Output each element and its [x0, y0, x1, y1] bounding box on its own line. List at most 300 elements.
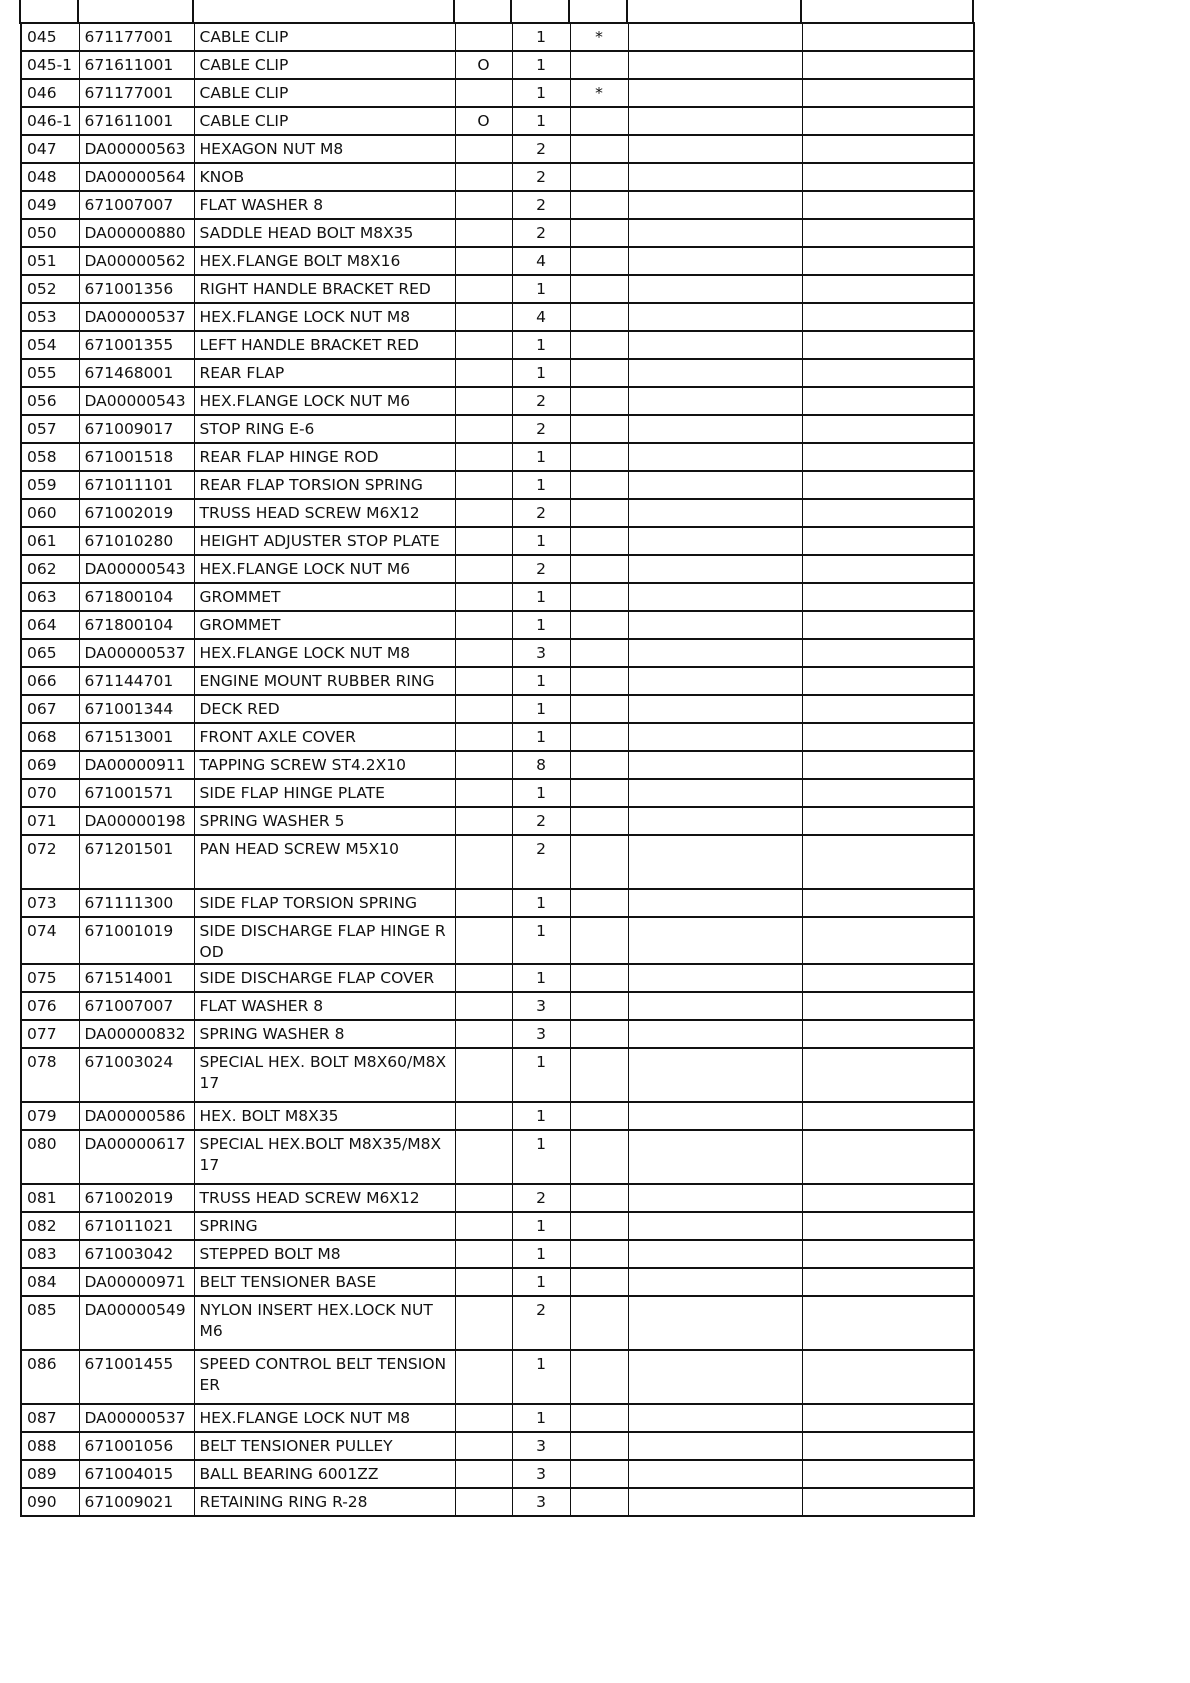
blank-cell	[628, 79, 802, 107]
description-cell: BALL BEARING 6001ZZ	[194, 1460, 455, 1488]
description-cell: ENGINE MOUNT RUBBER RING	[194, 667, 455, 695]
description-cell: HEIGHT ADJUSTER STOP PLATE	[194, 527, 455, 555]
note-mark-cell	[570, 163, 628, 191]
qty-cell: 3	[512, 1488, 570, 1516]
table-row	[21, 415, 974, 443]
table-row	[21, 1350, 974, 1404]
note-mark-cell	[570, 471, 628, 499]
part-no-cell: DA00000832	[79, 1020, 194, 1048]
blank-cell	[802, 471, 974, 499]
ref-no-cell: 047	[21, 135, 79, 163]
part-no-cell: DA00000617	[79, 1130, 194, 1184]
option-mark-cell	[455, 779, 512, 807]
qty-cell: 2	[512, 499, 570, 527]
ref-no-cell: 046	[21, 79, 79, 107]
description-cell: HEX.FLANGE LOCK NUT M8	[194, 1404, 455, 1432]
part-no-cell: 671009017	[79, 415, 194, 443]
table-row	[21, 723, 974, 751]
blank-cell	[628, 135, 802, 163]
qty-cell: 2	[512, 415, 570, 443]
part-no-cell: 671001344	[79, 695, 194, 723]
part-no-cell: DA00000549	[79, 1296, 194, 1350]
part-no-cell: DA00000543	[79, 387, 194, 415]
qty-cell: 1	[512, 583, 570, 611]
option-mark-cell	[455, 527, 512, 555]
ref-no-cell: 074	[21, 917, 79, 964]
ref-no-cell: 066	[21, 667, 79, 695]
option-mark-cell: O	[455, 51, 512, 79]
option-mark-cell	[455, 275, 512, 303]
ref-no-cell: 054	[21, 331, 79, 359]
part-no-cell: 671513001	[79, 723, 194, 751]
blank-cell	[802, 51, 974, 79]
blank-cell	[802, 1240, 974, 1268]
blank-cell	[628, 1296, 802, 1350]
qty-cell: 1	[512, 1404, 570, 1432]
part-no-cell: DA00000563	[79, 135, 194, 163]
qty-cell: 1	[512, 107, 570, 135]
blank-cell	[628, 303, 802, 331]
ref-no-cell: 081	[21, 1184, 79, 1212]
ref-no-cell: 048	[21, 163, 79, 191]
description-cell: TRUSS HEAD SCREW M6X12	[194, 1184, 455, 1212]
part-no-cell: 671201501	[79, 835, 194, 889]
part-no-cell: 671144701	[79, 667, 194, 695]
table-row	[21, 527, 974, 555]
note-mark-cell	[570, 992, 628, 1020]
option-mark-cell	[455, 611, 512, 639]
option-mark-cell	[455, 135, 512, 163]
option-mark-cell	[455, 303, 512, 331]
ref-no-cell: 090	[21, 1488, 79, 1516]
description-cell: SADDLE HEAD BOLT M8X35	[194, 219, 455, 247]
qty-cell: 1	[512, 723, 570, 751]
blank-cell	[802, 1432, 974, 1460]
part-no-cell: DA00000564	[79, 163, 194, 191]
blank-cell	[628, 387, 802, 415]
option-mark-cell	[455, 639, 512, 667]
description-cell: DECK RED	[194, 695, 455, 723]
qty-cell: 1	[512, 1212, 570, 1240]
description-cell: PAN HEAD SCREW M5X10	[194, 835, 455, 889]
table-row	[21, 583, 974, 611]
table-row	[21, 135, 974, 163]
qty-cell: 2	[512, 1296, 570, 1350]
qty-cell: 8	[512, 751, 570, 779]
qty-cell: 1	[512, 51, 570, 79]
qty-cell: 2	[512, 1184, 570, 1212]
description-cell: REAR FLAP	[194, 359, 455, 387]
description-cell: SIDE FLAP TORSION SPRING	[194, 889, 455, 917]
ref-no-cell: 084	[21, 1268, 79, 1296]
ref-no-cell: 076	[21, 992, 79, 1020]
qty-cell: 1	[512, 1102, 570, 1130]
qty-cell: 2	[512, 555, 570, 583]
blank-cell	[802, 1020, 974, 1048]
ref-no-cell: 072	[21, 835, 79, 889]
table-row	[21, 1488, 974, 1516]
part-no-cell: DA00000537	[79, 639, 194, 667]
note-mark-cell	[570, 415, 628, 443]
blank-cell	[628, 527, 802, 555]
table-row	[21, 79, 974, 107]
note-mark-cell	[570, 191, 628, 219]
table-row	[21, 639, 974, 667]
note-mark-cell	[570, 917, 628, 964]
table-row	[21, 695, 974, 723]
column-rule-stub	[19, 0, 21, 24]
description-cell: LEFT HANDLE BRACKET RED	[194, 331, 455, 359]
note-mark-cell: *	[570, 23, 628, 51]
blank-cell	[802, 1212, 974, 1240]
ref-no-cell: 052	[21, 275, 79, 303]
note-mark-cell	[570, 1184, 628, 1212]
part-no-cell: 671009021	[79, 1488, 194, 1516]
ref-no-cell: 045-1	[21, 51, 79, 79]
option-mark-cell	[455, 695, 512, 723]
table-row	[21, 992, 974, 1020]
note-mark-cell	[570, 611, 628, 639]
column-rule-stub	[77, 0, 79, 24]
blank-cell	[802, 964, 974, 992]
description-cell: KNOB	[194, 163, 455, 191]
ref-no-cell: 078	[21, 1048, 79, 1102]
note-mark-cell	[570, 1488, 628, 1516]
blank-cell	[802, 303, 974, 331]
qty-cell: 1	[512, 964, 570, 992]
note-mark-cell	[570, 499, 628, 527]
table-row	[21, 163, 974, 191]
qty-cell: 3	[512, 1460, 570, 1488]
option-mark-cell	[455, 583, 512, 611]
part-no-cell: 671177001	[79, 23, 194, 51]
description-cell: HEX.FLANGE LOCK NUT M6	[194, 555, 455, 583]
blank-cell	[628, 1048, 802, 1102]
table-row	[21, 779, 974, 807]
part-no-cell: 671001355	[79, 331, 194, 359]
blank-cell	[628, 667, 802, 695]
ref-no-cell: 063	[21, 583, 79, 611]
description-cell: REAR FLAP TORSION SPRING	[194, 471, 455, 499]
note-mark-cell	[570, 889, 628, 917]
option-mark-cell	[455, 992, 512, 1020]
blank-cell	[802, 331, 974, 359]
ref-no-cell: 089	[21, 1460, 79, 1488]
ref-no-cell: 046-1	[21, 107, 79, 135]
table-row	[21, 499, 974, 527]
option-mark-cell	[455, 219, 512, 247]
note-mark-cell	[570, 359, 628, 387]
blank-cell	[628, 1240, 802, 1268]
option-mark-cell	[455, 1212, 512, 1240]
qty-cell: 2	[512, 163, 570, 191]
part-no-cell: DA00000586	[79, 1102, 194, 1130]
ref-no-cell: 083	[21, 1240, 79, 1268]
table-row	[21, 359, 974, 387]
description-cell: SPEED CONTROL BELT TENSIONER	[194, 1350, 455, 1404]
description-cell: HEX.FLANGE BOLT M8X16	[194, 247, 455, 275]
ref-no-cell: 049	[21, 191, 79, 219]
part-no-cell: 671007007	[79, 992, 194, 1020]
blank-cell	[802, 79, 974, 107]
description-cell: HEX.FLANGE LOCK NUT M6	[194, 387, 455, 415]
table-row	[21, 1296, 974, 1350]
note-mark-cell	[570, 1130, 628, 1184]
part-no-cell: 671611001	[79, 107, 194, 135]
table-row	[21, 611, 974, 639]
qty-cell: 3	[512, 992, 570, 1020]
qty-cell: 4	[512, 303, 570, 331]
note-mark-cell	[570, 219, 628, 247]
part-no-cell: 671001571	[79, 779, 194, 807]
note-mark-cell	[570, 303, 628, 331]
blank-cell	[628, 1432, 802, 1460]
blank-cell	[628, 611, 802, 639]
ref-no-cell: 070	[21, 779, 79, 807]
table-row	[21, 247, 974, 275]
option-mark-cell	[455, 1268, 512, 1296]
blank-cell	[628, 51, 802, 79]
blank-cell	[628, 1212, 802, 1240]
qty-cell: 3	[512, 639, 570, 667]
table-row	[21, 1048, 974, 1102]
table-row	[21, 275, 974, 303]
qty-cell: 1	[512, 889, 570, 917]
note-mark-cell	[570, 751, 628, 779]
blank-cell	[628, 499, 802, 527]
table-row	[21, 1184, 974, 1212]
description-cell: TRUSS HEAD SCREW M6X12	[194, 499, 455, 527]
blank-cell	[802, 1268, 974, 1296]
qty-cell: 1	[512, 1350, 570, 1404]
qty-cell: 3	[512, 1432, 570, 1460]
option-mark-cell	[455, 387, 512, 415]
ref-no-cell: 088	[21, 1432, 79, 1460]
blank-cell	[628, 639, 802, 667]
table-row	[21, 387, 974, 415]
blank-cell	[628, 1020, 802, 1048]
part-no-cell: 671001455	[79, 1350, 194, 1404]
qty-cell: 1	[512, 23, 570, 51]
option-mark-cell	[455, 751, 512, 779]
qty-cell: 2	[512, 219, 570, 247]
option-mark-cell	[455, 1404, 512, 1432]
table-row	[21, 471, 974, 499]
ref-no-cell: 077	[21, 1020, 79, 1048]
blank-cell	[628, 331, 802, 359]
blank-cell	[802, 639, 974, 667]
table-row	[21, 1432, 974, 1460]
qty-cell: 1	[512, 1268, 570, 1296]
blank-cell	[628, 1102, 802, 1130]
ref-no-cell: 053	[21, 303, 79, 331]
part-no-cell: 671177001	[79, 79, 194, 107]
ref-no-cell: 080	[21, 1130, 79, 1184]
note-mark-cell	[570, 107, 628, 135]
option-mark-cell	[455, 471, 512, 499]
option-mark-cell	[455, 1130, 512, 1184]
part-no-cell: 671468001	[79, 359, 194, 387]
option-mark-cell	[455, 359, 512, 387]
qty-cell: 1	[512, 331, 570, 359]
part-no-cell: DA00000562	[79, 247, 194, 275]
qty-cell: 3	[512, 1020, 570, 1048]
ref-no-cell: 060	[21, 499, 79, 527]
table-row	[21, 1020, 974, 1048]
blank-cell	[802, 1184, 974, 1212]
note-mark-cell	[570, 247, 628, 275]
part-no-cell: 671003024	[79, 1048, 194, 1102]
blank-cell	[802, 807, 974, 835]
note-mark-cell	[570, 695, 628, 723]
blank-cell	[802, 23, 974, 51]
note-mark-cell	[570, 555, 628, 583]
ref-no-cell: 086	[21, 1350, 79, 1404]
description-cell: SPRING WASHER 8	[194, 1020, 455, 1048]
option-mark-cell	[455, 807, 512, 835]
note-mark-cell	[570, 387, 628, 415]
qty-cell: 1	[512, 275, 570, 303]
blank-cell	[628, 695, 802, 723]
blank-cell	[802, 723, 974, 751]
description-cell: SPECIAL HEX.BOLT M8X35/M8X17	[194, 1130, 455, 1184]
part-no-cell: 671800104	[79, 583, 194, 611]
table-row	[21, 1268, 974, 1296]
option-mark-cell	[455, 835, 512, 889]
note-mark-cell: *	[570, 79, 628, 107]
qty-cell: 1	[512, 779, 570, 807]
description-cell: STOP RING E-6	[194, 415, 455, 443]
qty-cell: 1	[512, 611, 570, 639]
ref-no-cell: 050	[21, 219, 79, 247]
part-no-cell: 671007007	[79, 191, 194, 219]
table-row	[21, 889, 974, 917]
note-mark-cell	[570, 1404, 628, 1432]
part-no-cell: DA00000911	[79, 751, 194, 779]
table-row	[21, 917, 974, 964]
note-mark-cell	[570, 135, 628, 163]
description-cell: STEPPED BOLT M8	[194, 1240, 455, 1268]
note-mark-cell	[570, 1212, 628, 1240]
option-mark-cell	[455, 723, 512, 751]
note-mark-cell	[570, 964, 628, 992]
blank-cell	[628, 1268, 802, 1296]
part-no-cell: 671011101	[79, 471, 194, 499]
option-mark-cell	[455, 79, 512, 107]
table-row	[21, 1212, 974, 1240]
part-no-cell: DA00000543	[79, 555, 194, 583]
ref-no-cell: 073	[21, 889, 79, 917]
description-cell: SPRING	[194, 1212, 455, 1240]
description-cell: REAR FLAP HINGE ROD	[194, 443, 455, 471]
description-cell: CABLE CLIP	[194, 79, 455, 107]
qty-cell: 2	[512, 387, 570, 415]
part-no-cell: 671001518	[79, 443, 194, 471]
blank-cell	[628, 107, 802, 135]
description-cell: CABLE CLIP	[194, 23, 455, 51]
note-mark-cell	[570, 443, 628, 471]
option-mark-cell	[455, 917, 512, 964]
option-mark-cell	[455, 23, 512, 51]
option-mark-cell	[455, 1460, 512, 1488]
note-mark-cell	[570, 807, 628, 835]
column-rule-stub	[453, 0, 455, 24]
description-cell: SIDE DISCHARGE FLAP COVER	[194, 964, 455, 992]
description-cell: SIDE DISCHARGE FLAP HINGE ROD	[194, 917, 455, 964]
table-row	[21, 219, 974, 247]
note-mark-cell	[570, 1296, 628, 1350]
note-mark-cell	[570, 1432, 628, 1460]
table-row	[21, 964, 974, 992]
table-row	[21, 443, 974, 471]
option-mark-cell	[455, 1296, 512, 1350]
part-no-cell: 671010280	[79, 527, 194, 555]
note-mark-cell	[570, 1268, 628, 1296]
blank-cell	[628, 889, 802, 917]
blank-cell	[628, 751, 802, 779]
ref-no-cell: 064	[21, 611, 79, 639]
blank-cell	[628, 1460, 802, 1488]
table-row	[21, 667, 974, 695]
ref-no-cell: 045	[21, 23, 79, 51]
qty-cell: 1	[512, 917, 570, 964]
description-cell: CABLE CLIP	[194, 107, 455, 135]
table-row	[21, 807, 974, 835]
blank-cell	[802, 992, 974, 1020]
blank-cell	[628, 219, 802, 247]
blank-cell	[628, 835, 802, 889]
blank-cell	[802, 1102, 974, 1130]
table-row	[21, 1404, 974, 1432]
blank-cell	[802, 889, 974, 917]
table-row	[21, 1102, 974, 1130]
part-no-cell: DA00000537	[79, 1404, 194, 1432]
table-row	[21, 1460, 974, 1488]
note-mark-cell	[570, 639, 628, 667]
option-mark-cell: O	[455, 107, 512, 135]
ref-no-cell: 079	[21, 1102, 79, 1130]
table-row	[21, 1240, 974, 1268]
description-cell: FRONT AXLE COVER	[194, 723, 455, 751]
blank-cell	[628, 992, 802, 1020]
blank-cell	[628, 359, 802, 387]
description-cell: RETAINING RING R-28	[194, 1488, 455, 1516]
ref-no-cell: 055	[21, 359, 79, 387]
blank-cell	[802, 695, 974, 723]
qty-cell: 1	[512, 443, 570, 471]
part-no-cell: 671611001	[79, 51, 194, 79]
option-mark-cell	[455, 499, 512, 527]
description-cell: HEXAGON NUT M8	[194, 135, 455, 163]
column-rule-stub	[972, 0, 974, 24]
blank-cell	[628, 275, 802, 303]
blank-cell	[802, 191, 974, 219]
description-cell: TAPPING SCREW ST4.2X10	[194, 751, 455, 779]
ref-no-cell: 058	[21, 443, 79, 471]
blank-cell	[802, 1130, 974, 1184]
qty-cell: 2	[512, 807, 570, 835]
ref-no-cell: 071	[21, 807, 79, 835]
ref-no-cell: 069	[21, 751, 79, 779]
blank-cell	[628, 723, 802, 751]
qty-cell: 2	[512, 191, 570, 219]
blank-cell	[628, 807, 802, 835]
part-no-cell: 671002019	[79, 499, 194, 527]
ref-no-cell: 057	[21, 415, 79, 443]
blank-cell	[628, 247, 802, 275]
option-mark-cell	[455, 1240, 512, 1268]
description-cell: CABLE CLIP	[194, 51, 455, 79]
